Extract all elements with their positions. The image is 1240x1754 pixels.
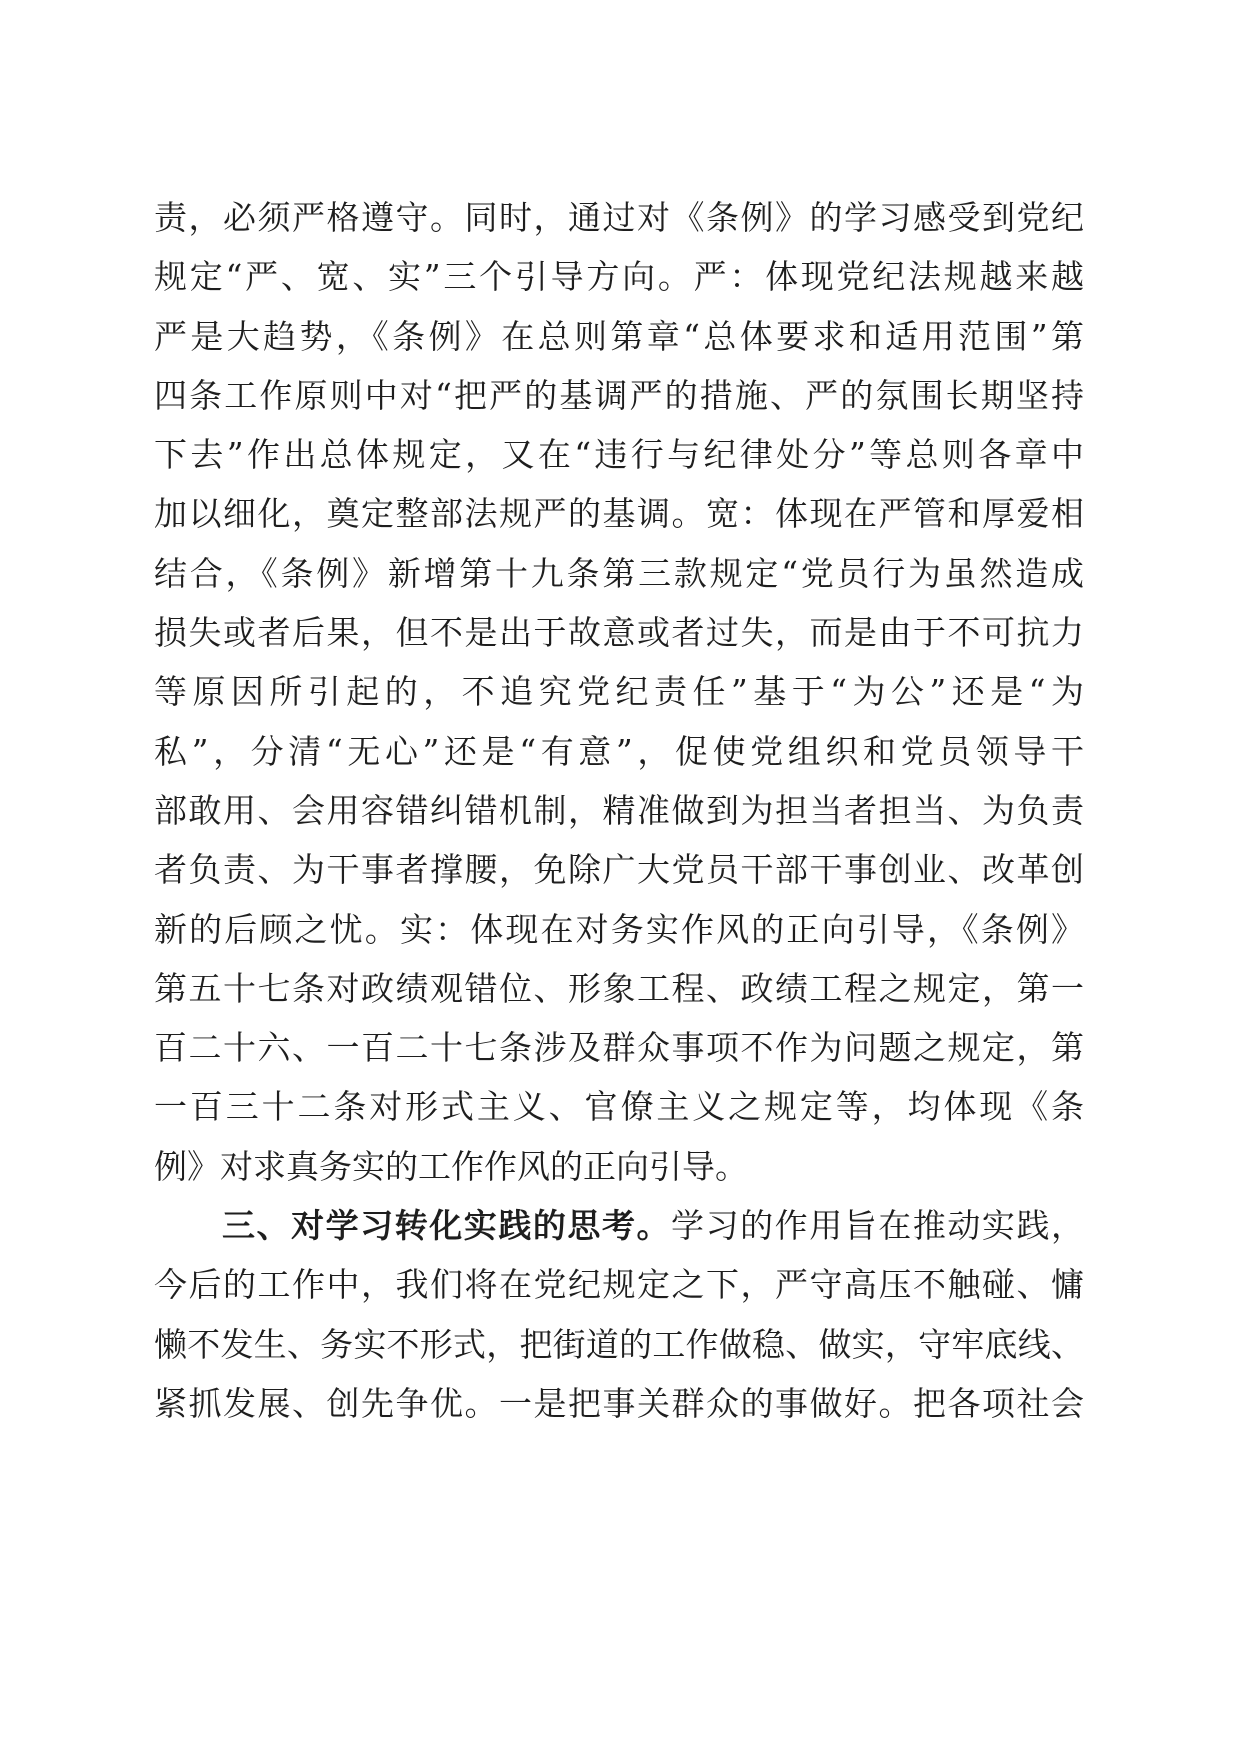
text-line: 新的后顾之忧。实：体现在对务实作风的正向引导，《条例》: [154, 909, 1084, 949]
text-line: 百二十六、一百二十七条涉及群众事项不作为问题之规定，第: [154, 1028, 1084, 1068]
text-line: 懒不发生、务实不形式，把街道的工作做稳、做实，守牢底线、: [154, 1324, 1084, 1364]
text-line: 者负责、为干事者撑腰，免除广大党员干部干事创业、改革创: [154, 850, 1084, 890]
text-line: 严是大趋势，《条例》在总则第章“总体要求和适用范围”第: [154, 316, 1084, 356]
section-heading-line: [154, 1196, 1084, 1255]
text-line: 私”，分清“无心”还是“有意”，促使党组织和党员领导干: [154, 731, 1084, 771]
text-line: 下去”作出总体规定，又在“违行与纪律处分”等总则各章中: [154, 435, 1084, 475]
text-line: 紧抓发展、创先争优。一是把事关群众的事做好。把各项社会: [154, 1383, 1084, 1423]
section-heading: 三、对学习转化实践的思考。: [222, 1206, 672, 1246]
text-line: 一百三十二条对形式主义、官僚主义之规定等，均体现《条: [154, 1087, 1084, 1127]
text-line: 规定“严、宽、实”三个引导方向。严：体现党纪法规越来越: [154, 257, 1084, 297]
text-line: 结合，《条例》新增第十九条第三款规定“党员行为虽然造成: [154, 553, 1084, 593]
text-line: 损失或者后果，但不是出于故意或者过失，而是由于不可抗力: [154, 613, 1084, 653]
text-line: 责，必须严格遵守。同时，通过对《条例》的学习感受到党纪: [154, 198, 1084, 237]
text-line: 第五十七条对政绩观错位、形象工程、政绩工程之规定，第一: [154, 968, 1084, 1008]
text-line: 例》对求真务实的工作作风的正向引导。: [154, 1146, 748, 1186]
body-text: [154, 188, 1084, 1433]
text-line: 四条工作原则中对“把严的基调严的措施、严的氛围长期坚持: [154, 375, 1084, 415]
text-line: 加以细化，奠定整部法规严的基调。宽：体现在严管和厚爱相: [154, 494, 1084, 534]
text-line: 等原因所引起的，不追究党纪责任”基于“为公”还是“为: [154, 672, 1084, 712]
text-line: 部敢用、会用容错纠错机制，精准做到为担当者担当、为负责: [154, 790, 1084, 830]
text-line: 今后的工作中，我们将在党纪规定之下，严守高压不触碰、慵: [154, 1265, 1084, 1305]
section-heading-rest: 学习的作用旨在推动实践，: [671, 1206, 1085, 1246]
